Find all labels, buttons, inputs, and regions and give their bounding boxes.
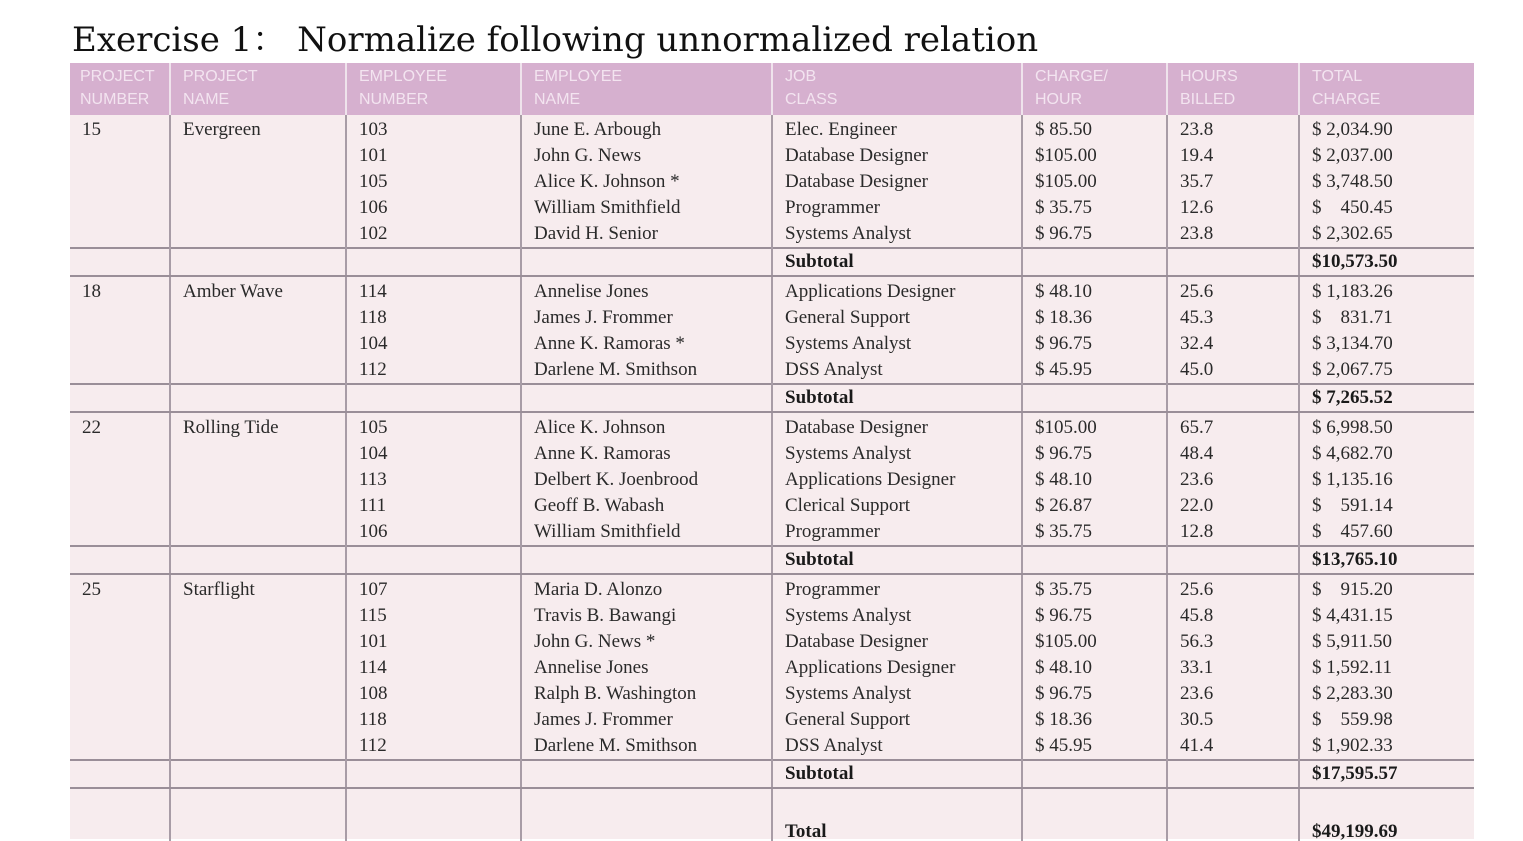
cell-project-name: Evergreen: [170, 115, 346, 143]
cell-project-number: [70, 467, 170, 493]
cell-total-charge: $ 559.98: [1299, 707, 1474, 733]
cell-charge-hour: $105.00: [1022, 169, 1167, 195]
cell-emp-number: 118: [346, 305, 521, 331]
cell-project-number: [70, 305, 170, 331]
cell-total-charge: $ 1,183.26: [1299, 276, 1474, 305]
cell-job-class: Programmer: [772, 519, 1022, 546]
cell-emp-number: 105: [346, 169, 521, 195]
table-row: [70, 115, 1474, 143]
cell-charge-hour: $ 48.10: [1022, 276, 1167, 305]
cell-hours-billed: 19.4: [1167, 143, 1299, 169]
cell-project-name: Rolling Tide: [170, 412, 346, 441]
cell-total-charge: $ 2,283.30: [1299, 681, 1474, 707]
cell-hours-billed: 23.6: [1167, 467, 1299, 493]
cell-hours-billed: 45.3: [1167, 305, 1299, 331]
subtotal-cell: [170, 760, 346, 788]
subtotal-cell: [1167, 248, 1299, 276]
cell-project-number: [70, 331, 170, 357]
subtotal-cell: [1167, 546, 1299, 574]
cell-emp-name: Darlene M. Smithson: [521, 357, 772, 384]
table-row: [70, 221, 1474, 248]
cell-project-number: [70, 169, 170, 195]
cell-hours-billed: 25.6: [1167, 276, 1299, 305]
relation-table-container: [70, 63, 1474, 839]
cell-job-class: Programmer: [772, 574, 1022, 603]
cell-project-name: [170, 169, 346, 195]
cell-hours-billed: 12.8: [1167, 519, 1299, 546]
cell-project-name: [170, 221, 346, 248]
cell-project-name: [170, 681, 346, 707]
subtotal-label: Subtotal: [772, 248, 1022, 276]
cell-emp-number: 106: [346, 519, 521, 546]
cell-emp-name: Geoff B. Wabash: [521, 493, 772, 519]
subtotal-cell: [170, 384, 346, 412]
table-row: [70, 574, 1474, 603]
cell-hours-billed: 56.3: [1167, 629, 1299, 655]
cell-project-name: [170, 655, 346, 681]
cell-job-class: Elec. Engineer: [772, 115, 1022, 143]
table-row: [70, 681, 1474, 707]
total-cell: [521, 788, 772, 841]
cell-hours-billed: 30.5: [1167, 707, 1299, 733]
table-row: [70, 707, 1474, 733]
cell-project-name: [170, 733, 346, 760]
cell-charge-hour: $ 48.10: [1022, 655, 1167, 681]
total-cell: [1022, 788, 1167, 841]
total-value: $49,199.69: [1299, 788, 1474, 841]
cell-project-number: [70, 195, 170, 221]
table-row: [70, 493, 1474, 519]
cell-job-class: General Support: [772, 305, 1022, 331]
cell-emp-name: John G. News: [521, 143, 772, 169]
subtotal-row: [70, 384, 1474, 412]
cell-emp-number: 114: [346, 276, 521, 305]
cell-job-class: Systems Analyst: [772, 441, 1022, 467]
header-total-charge: TOTAL CHARGE: [1299, 63, 1474, 115]
cell-total-charge: $ 2,034.90: [1299, 115, 1474, 143]
table-row: [70, 655, 1474, 681]
subtotal-cell: [70, 760, 170, 788]
cell-hours-billed: 23.8: [1167, 115, 1299, 143]
cell-project-number: 18: [82, 281, 101, 302]
cell-charge-hour: $105.00: [1022, 143, 1167, 169]
cell-job-class: Applications Designer: [772, 276, 1022, 305]
cell-emp-name: Delbert K. Joenbrood: [521, 467, 772, 493]
subtotal-value: $13,765.10: [1299, 546, 1474, 574]
table-row: [70, 467, 1474, 493]
cell-total-charge: $ 4,431.15: [1299, 603, 1474, 629]
subtotal-cell: [1022, 546, 1167, 574]
cell-charge-hour: $ 35.75: [1022, 574, 1167, 603]
cell-emp-number: 106: [346, 195, 521, 221]
total-cell: [170, 788, 346, 841]
cell-hours-billed: 33.1: [1167, 655, 1299, 681]
subtotal-cell: [70, 384, 170, 412]
page-title: Exercise 1： Normalize following unnormalized relation: [72, 20, 1039, 60]
total-cell: [1167, 788, 1299, 841]
subtotal-cell: [521, 546, 772, 574]
header-charge-hour: CHARGE/ HOUR: [1022, 63, 1167, 115]
subtotal-cell: [346, 760, 521, 788]
cell-charge-hour: $ 45.95: [1022, 357, 1167, 384]
subtotal-cell: [346, 384, 521, 412]
cell-hours-billed: 45.0: [1167, 357, 1299, 384]
cell-project-number: [70, 629, 170, 655]
cell-project-number: [70, 655, 170, 681]
cell-project-number: [70, 221, 170, 248]
cell-job-class: Systems Analyst: [772, 331, 1022, 357]
cell-job-class: Systems Analyst: [772, 681, 1022, 707]
table-row: [70, 629, 1474, 655]
header-job-class: JOB CLASS: [772, 63, 1022, 115]
cell-emp-number: 112: [346, 357, 521, 384]
cell-project-name: [170, 707, 346, 733]
cell-emp-name: James J. Frommer: [521, 707, 772, 733]
cell-emp-name: Alice K. Johnson: [521, 412, 772, 441]
cell-project-name: [170, 357, 346, 384]
cell-project-number: [70, 357, 170, 384]
cell-project-name: [170, 467, 346, 493]
cell-emp-name: Anne K. Ramoras *: [521, 331, 772, 357]
cell-emp-name: Alice K. Johnson *: [521, 169, 772, 195]
cell-hours-billed: 32.4: [1167, 331, 1299, 357]
cell-charge-hour: $ 26.87: [1022, 493, 1167, 519]
table-row: [70, 733, 1474, 760]
cell-emp-number: 102: [346, 221, 521, 248]
cell-charge-hour: $ 96.75: [1022, 441, 1167, 467]
subtotal-cell: [346, 546, 521, 574]
cell-total-charge: $ 1,135.16: [1299, 467, 1474, 493]
subtotal-row: [70, 248, 1474, 276]
cell-total-charge: $ 3,134.70: [1299, 331, 1474, 357]
cell-total-charge: $ 1,592.11: [1299, 655, 1474, 681]
cell-project-name: [170, 305, 346, 331]
cell-total-charge: $ 457.60: [1299, 519, 1474, 546]
cell-charge-hour: $ 96.75: [1022, 221, 1167, 248]
table-row: [70, 441, 1474, 467]
subtotal-cell: [70, 546, 170, 574]
subtotal-cell: [346, 248, 521, 276]
cell-project-name: [170, 195, 346, 221]
subtotal-cell: [1022, 760, 1167, 788]
cell-total-charge: $ 591.14: [1299, 493, 1474, 519]
subtotal-label: Subtotal: [772, 760, 1022, 788]
cell-emp-name: Ralph B. Washington: [521, 681, 772, 707]
cell-job-class: Database Designer: [772, 412, 1022, 441]
cell-emp-number: 118: [346, 707, 521, 733]
cell-project-name: [170, 331, 346, 357]
cell-total-charge: $ 5,911.50: [1299, 629, 1474, 655]
cell-hours-billed: 23.6: [1167, 681, 1299, 707]
cell-job-class: Applications Designer: [772, 655, 1022, 681]
cell-job-class: Programmer: [772, 195, 1022, 221]
cell-total-charge: $ 915.20: [1299, 574, 1474, 603]
unnormalized-relation-table: [70, 63, 1474, 841]
cell-hours-billed: 41.4: [1167, 733, 1299, 760]
cell-project-number: [70, 707, 170, 733]
cell-emp-name: Maria D. Alonzo: [521, 574, 772, 603]
cell-project-name: Starflight: [170, 574, 346, 603]
cell-hours-billed: 23.8: [1167, 221, 1299, 248]
total-cell: [70, 788, 170, 841]
cell-charge-hour: $ 96.75: [1022, 681, 1167, 707]
table-header-row: [70, 63, 1474, 115]
cell-charge-hour: $ 96.75: [1022, 331, 1167, 357]
cell-project-name: Amber Wave: [170, 276, 346, 305]
cell-charge-hour: $105.00: [1022, 412, 1167, 441]
cell-total-charge: $ 831.71: [1299, 305, 1474, 331]
cell-total-charge: $ 6,998.50: [1299, 412, 1474, 441]
header-employee-name: EMPLOYEE NAME: [521, 63, 772, 115]
cell-emp-name: June E. Arbough: [521, 115, 772, 143]
cell-emp-name: Travis B. Bawangi: [521, 603, 772, 629]
cell-hours-billed: 45.8: [1167, 603, 1299, 629]
header-project-name: PROJECT NAME: [170, 63, 346, 115]
cell-project-name: [170, 441, 346, 467]
table-row: [70, 331, 1474, 357]
subtotal-cell: [170, 546, 346, 574]
cell-project-name: [170, 493, 346, 519]
cell-emp-name: Anne K. Ramoras: [521, 441, 772, 467]
subtotal-cell: [1022, 248, 1167, 276]
cell-charge-hour: $ 96.75: [1022, 603, 1167, 629]
cell-job-class: Systems Analyst: [772, 603, 1022, 629]
table-row: [70, 519, 1474, 546]
cell-charge-hour: $ 18.36: [1022, 707, 1167, 733]
cell-project-name: [170, 143, 346, 169]
cell-total-charge: $ 2,302.65: [1299, 221, 1474, 248]
table-row: [70, 195, 1474, 221]
cell-project-name: [170, 519, 346, 546]
cell-emp-name: Darlene M. Smithson: [521, 733, 772, 760]
cell-emp-number: 111: [346, 493, 521, 519]
cell-job-class: Applications Designer: [772, 467, 1022, 493]
cell-emp-name: William Smithfield: [521, 519, 772, 546]
cell-emp-name: Annelise Jones: [521, 276, 772, 305]
subtotal-value: $17,595.57: [1299, 760, 1474, 788]
total-label: Total: [772, 788, 1022, 841]
cell-project-number: 22: [82, 417, 101, 438]
subtotal-cell: [521, 760, 772, 788]
cell-charge-hour: $ 18.36: [1022, 305, 1167, 331]
cell-project-number: [70, 493, 170, 519]
cell-emp-number: 101: [346, 143, 521, 169]
cell-project-name: [170, 603, 346, 629]
cell-emp-name: Annelise Jones: [521, 655, 772, 681]
cell-emp-name: John G. News *: [521, 629, 772, 655]
cell-hours-billed: 25.6: [1167, 574, 1299, 603]
cell-charge-hour: $ 85.50: [1022, 115, 1167, 143]
cell-charge-hour: $ 45.95: [1022, 733, 1167, 760]
cell-emp-number: 107: [346, 574, 521, 603]
cell-project-number: [70, 143, 170, 169]
cell-project-number: [70, 603, 170, 629]
header-employee-number: EMPLOYEE NUMBER: [346, 63, 521, 115]
cell-charge-hour: $ 35.75: [1022, 195, 1167, 221]
cell-emp-number: 101: [346, 629, 521, 655]
cell-total-charge: $ 4,682.70: [1299, 441, 1474, 467]
cell-project-number: [70, 733, 170, 760]
header-hours-billed: HOURS BILLED: [1167, 63, 1299, 115]
cell-emp-name: William Smithfield: [521, 195, 772, 221]
cell-project-number: [70, 681, 170, 707]
cell-charge-hour: $ 35.75: [1022, 519, 1167, 546]
subtotal-label: Subtotal: [772, 384, 1022, 412]
subtotal-value: $10,573.50: [1299, 248, 1474, 276]
subtotal-cell: [170, 248, 346, 276]
cell-job-class: DSS Analyst: [772, 357, 1022, 384]
table-row: [70, 276, 1474, 305]
subtotal-cell: [1167, 760, 1299, 788]
cell-hours-billed: 48.4: [1167, 441, 1299, 467]
subtotal-cell: [1167, 384, 1299, 412]
cell-job-class: Clerical Support: [772, 493, 1022, 519]
cell-emp-number: 112: [346, 733, 521, 760]
cell-hours-billed: 22.0: [1167, 493, 1299, 519]
cell-total-charge: $ 450.45: [1299, 195, 1474, 221]
cell-emp-number: 108: [346, 681, 521, 707]
table-row: [70, 143, 1474, 169]
subtotal-cell: [1022, 384, 1167, 412]
cell-hours-billed: 35.7: [1167, 169, 1299, 195]
cell-emp-number: 114: [346, 655, 521, 681]
subtotal-row: [70, 546, 1474, 574]
cell-charge-hour: $ 48.10: [1022, 467, 1167, 493]
cell-emp-number: 105: [346, 412, 521, 441]
cell-job-class: DSS Analyst: [772, 733, 1022, 760]
cell-total-charge: $ 1,902.33: [1299, 733, 1474, 760]
cell-job-class: Systems Analyst: [772, 221, 1022, 248]
cell-job-class: Database Designer: [772, 169, 1022, 195]
table-row: [70, 412, 1474, 441]
cell-emp-name: James J. Frommer: [521, 305, 772, 331]
subtotal-row: [70, 760, 1474, 788]
cell-job-class: Database Designer: [772, 629, 1022, 655]
cell-project-number: [70, 441, 170, 467]
table-row: [70, 305, 1474, 331]
cell-emp-name: David H. Senior: [521, 221, 772, 248]
subtotal-cell: [521, 384, 772, 412]
subtotal-label: Subtotal: [772, 546, 1022, 574]
cell-emp-number: 104: [346, 441, 521, 467]
cell-project-number: 15: [82, 119, 101, 140]
cell-job-class: General Support: [772, 707, 1022, 733]
cell-total-charge: $ 2,067.75: [1299, 357, 1474, 384]
cell-emp-number: 104: [346, 331, 521, 357]
table-row: [70, 357, 1474, 384]
total-cell: [346, 788, 521, 841]
table-row: [70, 603, 1474, 629]
cell-project-name: [170, 629, 346, 655]
table-body: [70, 115, 1474, 841]
cell-emp-number: 115: [346, 603, 521, 629]
cell-hours-billed: 12.6: [1167, 195, 1299, 221]
subtotal-value: $ 7,265.52: [1299, 384, 1474, 412]
cell-emp-number: 113: [346, 467, 521, 493]
subtotal-cell: [70, 248, 170, 276]
subtotal-cell: [521, 248, 772, 276]
total-row: [70, 788, 1474, 841]
cell-emp-number: 103: [346, 115, 521, 143]
cell-hours-billed: 65.7: [1167, 412, 1299, 441]
cell-job-class: Database Designer: [772, 143, 1022, 169]
cell-total-charge: $ 3,748.50: [1299, 169, 1474, 195]
header-project-number: PROJECT NUMBER: [70, 63, 170, 115]
cell-total-charge: $ 2,037.00: [1299, 143, 1474, 169]
table-row: [70, 169, 1474, 195]
cell-charge-hour: $105.00: [1022, 629, 1167, 655]
cell-project-number: 25: [82, 579, 101, 600]
cell-project-number: [70, 519, 170, 546]
